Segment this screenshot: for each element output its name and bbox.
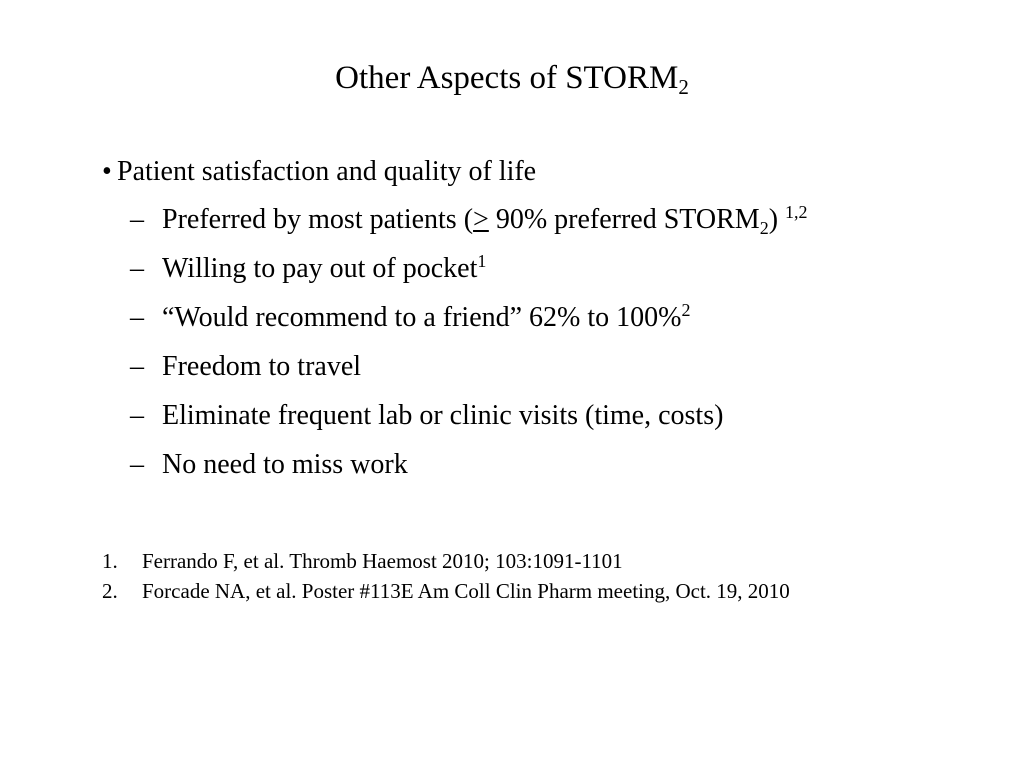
slide-title-text: Other Aspects of STORM	[335, 60, 679, 96]
dash-marker: –	[130, 449, 144, 480]
dash-marker: –	[130, 302, 144, 333]
reference-item	[102, 576, 790, 606]
sub-item-text: No need to miss work	[162, 449, 408, 480]
reference-number: 2.	[102, 579, 118, 603]
sub-item-pay	[130, 249, 486, 289]
sub-item-text: Willing to pay out of pocket	[162, 253, 478, 284]
sub-item-text: Freedom to travel	[162, 351, 362, 382]
reference-number: 1.	[102, 549, 118, 573]
references-list	[102, 546, 790, 606]
bullet-text: Patient satisfaction and quality of life	[117, 156, 537, 187]
sub-item-recommend	[130, 298, 690, 338]
reference-item	[102, 546, 790, 576]
greater-equal-symbol: >	[473, 204, 489, 235]
reference-text: Ferrando F, et al. Thromb Haemost 2010; 103:1091-1101	[142, 549, 623, 573]
sub-item-text: Preferred by most patients (	[162, 204, 474, 235]
sub-item-text: 90% preferred STORM	[488, 204, 760, 235]
sub-item-text: “Would recommend to a friend” 62% to 100%	[162, 302, 682, 333]
slide-title-subscript: 2	[678, 75, 689, 99]
dash-marker: –	[130, 204, 144, 235]
sub-item-visits	[130, 396, 723, 436]
sub-item-work	[130, 445, 408, 485]
subscript: 2	[759, 218, 769, 238]
slide-title	[0, 58, 1024, 98]
sub-item-text: )	[768, 204, 779, 235]
sub-item-travel	[130, 347, 361, 387]
spacer-text	[778, 204, 785, 235]
dash-marker: –	[130, 253, 144, 284]
citation-superscript: 1,2	[785, 202, 808, 222]
bullet-marker: •	[102, 156, 112, 187]
bullet-item	[102, 152, 537, 192]
sub-item-text: Eliminate frequent lab or clinic visits (time, costs)	[162, 400, 724, 431]
dash-marker: –	[130, 400, 144, 431]
citation-superscript: 1	[477, 251, 487, 271]
citation-superscript: 2	[681, 300, 691, 320]
sub-item-preferred	[130, 200, 808, 240]
dash-marker: –	[130, 351, 144, 382]
reference-text: Forcade NA, et al. Poster #113E Am Coll Clin Pharm meeting, Oct. 19, 2010	[142, 579, 790, 603]
